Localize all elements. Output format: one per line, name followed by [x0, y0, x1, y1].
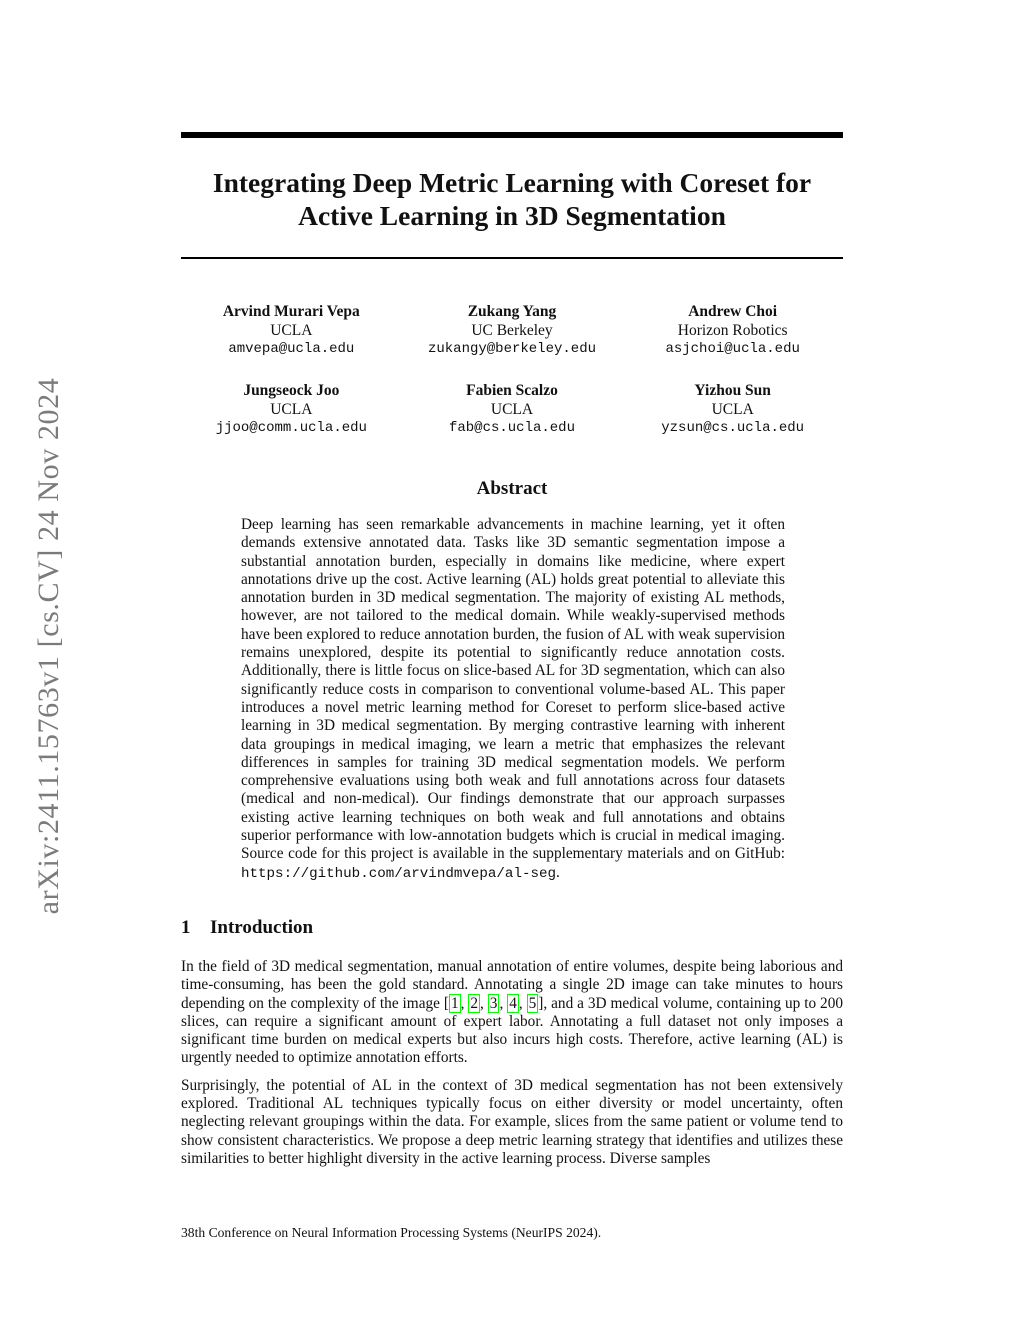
author-name: Arvind Murari Vepa: [222, 303, 360, 320]
author-email: amvepa@ucla.edu: [228, 341, 355, 357]
author-affiliation: UC Berkeley: [471, 322, 553, 339]
conference-footnote: 38th Conference on Neural Information Processing Systems (NeurIPS 2024).: [181, 1225, 602, 1240]
author-affiliation: UCLA: [711, 401, 754, 418]
title-line-2: Active Learning in 3D Segmentation: [298, 200, 726, 231]
github-link[interactable]: https://github.com/arvindmvepa/al-seg: [241, 865, 557, 882]
author-email: asjchoi@ucla.edu: [665, 341, 800, 357]
author-email: fab@cs.ucla.edu: [448, 420, 575, 436]
abstract-end: .: [556, 863, 560, 881]
abstract-heading: Abstract: [476, 478, 548, 499]
author-name: Fabien Scalzo: [466, 382, 558, 399]
title-top-rule: [181, 132, 843, 138]
author-block: [402, 381, 623, 438]
author-email: jjoo@comm.ucla.edu: [215, 420, 367, 436]
author-block: [402, 302, 623, 359]
para1-text-end: ], and a 3D medical volume, containing up to 200 slices, can require a significant amount of expert labor. Annotating a full dataset not only imposes a significant time burden on medical experts but also incurs high costs. Therefore, active learning (AL) is urgently needed to optimize annotation efforts.: [181, 994, 844, 1067]
author-affiliation: UCLA: [270, 401, 313, 418]
author-grid: [181, 302, 843, 438]
intro-paragraph-1: In the field of 3D medical segmentation, manual annotation of entire volumes, despite being laborious and time-consuming, has been the gold standard. Annotating a single 2D image can take minutes to hours depending on the complexity of the image [ 1 , 2 , 3 , 4 , 5 ], and a 3D medical volume, containing up to 200 slices, can require a significant amount of expert labor. Annotating a full dataset not only imposes a significant time burden on medical experts but also incurs high costs. Therefore, active learning (AL) is urgently needed to optimize annotation efforts.: [181, 957, 844, 1067]
author-email: zukangy@berkeley.edu: [427, 341, 596, 357]
citation-link[interactable]: 2: [470, 994, 479, 1012]
author-name: Yizhou Sun: [694, 382, 771, 399]
author-block: [622, 302, 843, 359]
abstract-body: [241, 516, 785, 883]
author-email: yzsun@cs.ucla.edu: [661, 420, 805, 436]
author-block: [181, 302, 402, 359]
author-affiliation: UCLA: [270, 322, 313, 339]
paper-page: [181, 132, 843, 1177]
arxiv-sidebar: [32, 350, 65, 942]
citation-link[interactable]: 3: [489, 994, 498, 1012]
arxiv-identifier: arXiv:2411.15763v1 [cs.CV] 24 Nov 2024: [32, 377, 65, 915]
title-line-1: Integrating Deep Metric Learning with Coreset for: [212, 167, 812, 198]
author-name: Zukang Yang: [467, 303, 557, 320]
author-block: [622, 381, 843, 438]
author-affiliation: UCLA: [490, 401, 534, 418]
author-block: [181, 381, 402, 438]
section-title: Introduction: [210, 916, 314, 938]
paper-title: [181, 166, 843, 232]
citation-link[interactable]: 4: [509, 994, 517, 1012]
author-name: Andrew Choi: [688, 303, 778, 320]
intro-paragraph-2: Surprisingly, the potential of AL in the context of 3D medical segmentation has not been extensively explored. Traditional AL techniques typically focus on either diversity or model uncertainty, often neglecting relevant groupings within the data. For example, slices from the same patient or volume tend to show consistent characteristics. We propose a deep metric learning strategy that identifies and utilizes these similarities to better highlight diversity in the active learning process. Diverse samples: [181, 1076, 843, 1167]
citation-link[interactable]: 5: [528, 994, 537, 1012]
citation-link[interactable]: 1: [450, 994, 459, 1012]
abstract-text: Deep learning has seen remarkable advancements in machine learning, yet it often demands extensive annotated data. Tasks like 3D semantic segmentation impose a substantial annotation burden, especially in domains like medicine, where expert annotations drive up the cost. Active learning (AL) holds great potential to alleviate this annotation burden in 3D medical segmentation. The majority of existing AL methods, however, are not tailored to the medical domain. While weakly-supervised methods have been explored to reduce annotation burden, the fusion of AL with weak supervision remains unexplored, despite its potential to significantly reduce annotation costs. Additionally, there is little focus on slice-based AL for 3D segmentation, which can also significantly reduce costs in comparison to conventional volume-based AL. This paper introduces a novel metric learning method for Coreset to perform slice-based active learning in 3D medical segmentation. By merging contrastive learning with inherent data groupings in medical imaging, we learn a metric that emphasizes the relevant differences in samples for training 3D medical segmentation models. We perform comprehensive evaluations using both weak and full annotations across four datasets (medical and non-medical). Our findings demonstrate that our approach surpasses existing active learning techniques on both weak and full annotations and obtains superior performance with low-annotation budgets which is crucial in medical imaging. Source code for this project is available in the supplementary materials and on GitHub:: [241, 516, 785, 863]
title-bottom-rule: [181, 257, 843, 259]
section-number: 1: [181, 916, 191, 938]
author-name: Jungseock Joo: [243, 382, 340, 399]
para1-text-start: In the field of 3D medical segmentation, manual annotation of entire volumes, despite being laborious and time-consuming, has been the gold standard. Annotating a single 2D image can take minutes to hours depending on the complexity of the image [: [181, 957, 843, 1012]
section-heading: [181, 917, 843, 939]
author-affiliation: Horizon Robotics: [677, 322, 788, 339]
